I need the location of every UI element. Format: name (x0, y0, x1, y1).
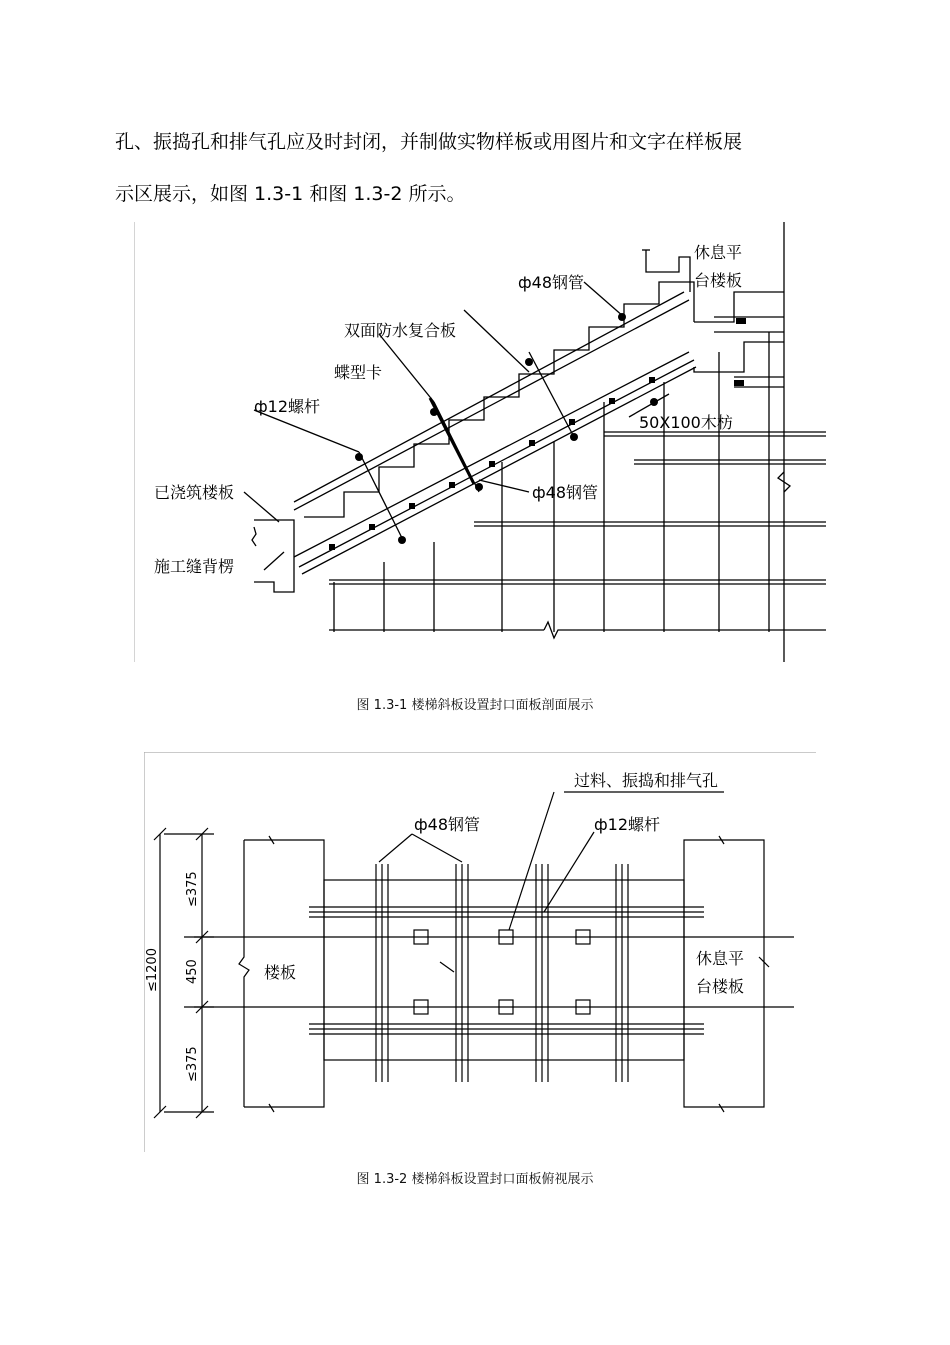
fig2-label-rod: ф12螺杆 (594, 815, 661, 834)
fig1-label-rest-platform-1: 休息平 (694, 243, 743, 262)
fig2-label-steel-pipe: ф48钢管 (414, 815, 481, 834)
figure-2-plan-drawing (144, 752, 816, 1152)
fig2-dim-top: ≤375 (185, 871, 200, 907)
fig1-label-timber: 50X100木枋 (639, 413, 733, 432)
fig1-label-steel-pipe-bottom: ф48钢管 (532, 483, 599, 502)
fig2-dim-total: ≤1200 (145, 948, 160, 992)
paragraph-line-1: 孔、振捣孔和排气孔应及时封闭，并制做实物样板或用图片和文字在样板展 (115, 131, 743, 153)
fig1-label-joint-strip: 施工缝背楞 (154, 557, 235, 576)
figure-2-svg (144, 752, 816, 1152)
fig2-label-floor-slab: 楼板 (264, 963, 297, 982)
fig2-label-rest-platform-1: 休息平 (696, 949, 745, 968)
figure-1-caption: 图 1.3-1 楼梯斜板设置封口面板剖面展示 (356, 698, 594, 713)
fig2-label-rest-platform-2: 台楼板 (696, 977, 745, 996)
fig2-label-holes: 过料、振捣和排气孔 (574, 771, 719, 790)
fig1-label-steel-pipe-top: ф48钢管 (518, 273, 585, 292)
fig1-label-rod: ф12螺杆 (254, 397, 321, 416)
paragraph-line-2: 示区展示，如图 1.3-1 和图 1.3-2 所示。 (115, 183, 466, 205)
fig1-label-poured-slab: 已浇筑楼板 (154, 483, 235, 502)
fig2-dim-bottom: ≤375 (185, 1046, 200, 1082)
figure-1-section-drawing (134, 222, 826, 662)
fig1-label-butterfly-clip: 蝶型卡 (334, 363, 383, 382)
fig1-label-rest-platform-2: 台楼板 (694, 271, 743, 290)
figure-1-svg (134, 222, 826, 662)
figure-2-caption: 图 1.3-2 楼梯斜板设置封口面板俯视展示 (356, 1172, 594, 1187)
fig2-dim-mid: 450 (185, 959, 200, 984)
fig1-label-plywood: 双面防水复合板 (344, 321, 457, 340)
